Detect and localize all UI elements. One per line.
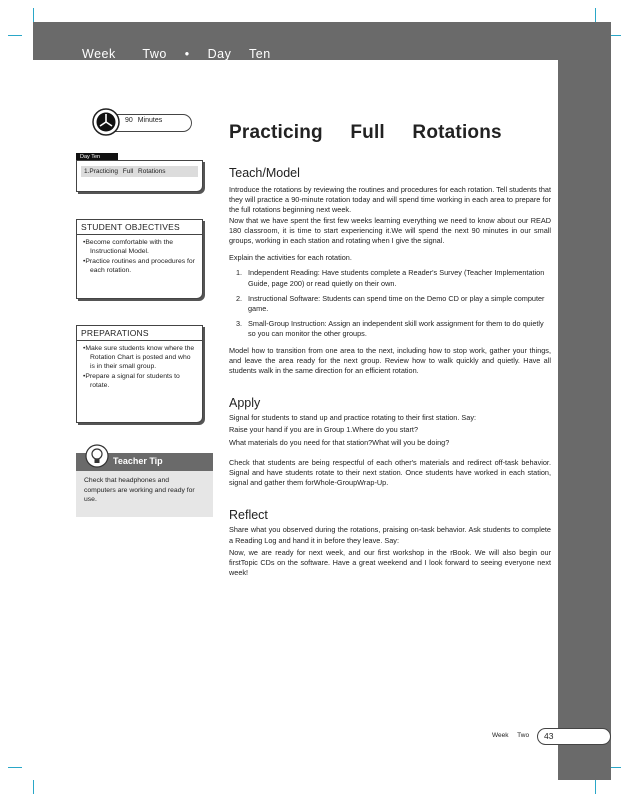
paragraph: Check that students are being respectful of each other's materials and redirect off-task behavior. Signal and have students rotate to their next station. Once students have worked in each station, signal and gather them forWhole-GroupWrap-Up. bbox=[229, 457, 551, 488]
list-text: Instructional Software: Students can spend time on the Demo CD or play a simple computer game. bbox=[248, 293, 545, 314]
preparations-box bbox=[76, 325, 203, 423]
crop-mark bbox=[8, 767, 22, 768]
preparations-heading: PREPARATIONS bbox=[77, 326, 202, 341]
section-heading-apply: Apply bbox=[229, 396, 261, 411]
page-title: Practicing Full Rotations bbox=[229, 122, 502, 143]
list-item bbox=[229, 268, 551, 288]
list-number: 2. bbox=[236, 293, 243, 303]
day-box bbox=[76, 160, 203, 192]
right-band bbox=[558, 60, 611, 780]
main-content bbox=[229, 122, 551, 578]
paragraph: Now that we have spent the first few weeks learning everything we need to know about our READ 180 classroom, it is time to start experiencing it.We will spend the next 90 minutes in our small groups, working in each station and rotating when I give the signal. bbox=[229, 215, 551, 246]
page-number: 43 bbox=[544, 731, 554, 741]
day-tab: Day Ten bbox=[76, 153, 118, 161]
preparations-list bbox=[77, 341, 202, 395]
teacher-tip-title: Teacher Tip bbox=[113, 456, 163, 466]
paragraph: Introduce the rotations by reviewing the routines and procedures for each rotation. Tell students that they will practice a 90-minute rotation today and will spend time working in each area to prepare for the full rotations beginning next week. bbox=[229, 185, 551, 215]
crop-mark bbox=[8, 35, 22, 36]
lightbulb-icon bbox=[85, 444, 109, 468]
preparation-item: •Make sure students know where the Rotation Chart is posted and who is in their small group. bbox=[83, 345, 195, 370]
objectives-box bbox=[76, 219, 203, 299]
list-number: 3. bbox=[236, 319, 243, 329]
list-item bbox=[229, 294, 551, 314]
objectives-list bbox=[77, 235, 202, 280]
list-number: 1. bbox=[236, 268, 243, 278]
paragraph: Signal for students to stand up and practice rotating to their first station. Say: bbox=[229, 413, 477, 423]
teacher-tip-text: Check that headphones and computers are working and ready for use. bbox=[84, 477, 195, 503]
list-text: Small-Group Instruction: Assign an independent skill work assignment for them to do quietly so you can monitor the other groups. bbox=[248, 319, 544, 339]
objective-item: •Practice routines and procedures for each rotation. bbox=[83, 258, 195, 274]
paragraph: Explain the activities for each rotation. bbox=[229, 253, 352, 263]
clock-icon bbox=[92, 108, 120, 136]
section-heading-reflect: Reflect bbox=[229, 508, 268, 523]
footer-label: Week Two bbox=[492, 732, 530, 739]
list-item bbox=[229, 319, 551, 339]
section-heading-teach-model: Teach/Model bbox=[229, 166, 300, 180]
objectives-heading: STUDENT OBJECTIVES bbox=[77, 220, 202, 235]
preparation-item: •Prepare a signal for students to rotate. bbox=[83, 373, 180, 389]
say-line: Now, we are ready for next week, and our first workshop in the rBook. We will also begin our firstTopic CDs on the software. Have a great weekend and I look forward to seeing everyone next week! bbox=[229, 547, 551, 578]
paragraph: Model how to transition from one area to the next, including how to stop work, gather your things, and leave the area ready for the next group. Review how to walk quickly and quietly. Have all students walk in the same direction for an efficient rotation. bbox=[229, 345, 551, 376]
paragraph: Share what you observed during the rotations, praising on-task behavior. Ask students to complete a Reading Log and hand it in before they leave. Say: bbox=[229, 525, 551, 545]
objective-item: •Become comfortable with the Instructional Model. bbox=[83, 239, 174, 255]
header-title: Week Two • Day Ten bbox=[82, 47, 271, 61]
day-box-item: 1.Practicing Full Rotations bbox=[81, 166, 198, 177]
activity-list bbox=[229, 268, 551, 339]
say-line: Raise your hand if you are in Group 1.Where do you start? bbox=[229, 425, 419, 435]
say-line: What materials do you need for that station?What will you be doing? bbox=[229, 437, 450, 447]
timer-label: 90 Minutes bbox=[125, 117, 163, 124]
list-text: Independent Reading: Have students complete a Reader's Survey (Teacher Implementation Guide, page 200) or read quietly on their own. bbox=[248, 268, 545, 288]
